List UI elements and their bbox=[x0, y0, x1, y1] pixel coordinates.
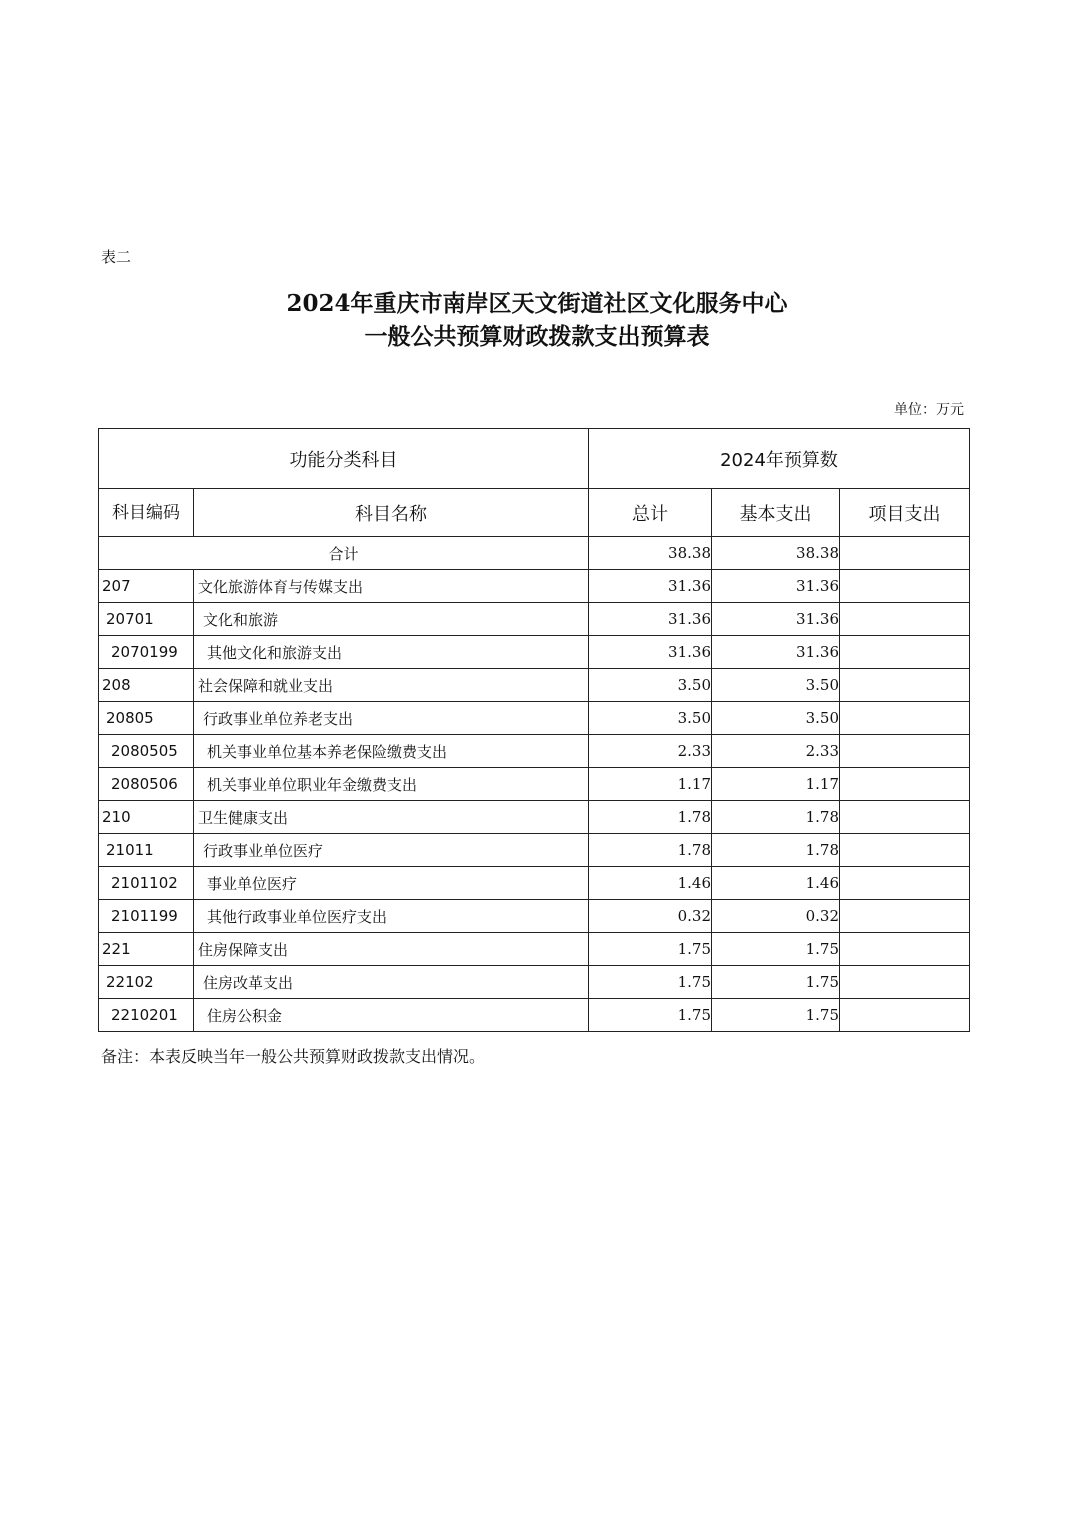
row-project bbox=[840, 834, 970, 867]
row-name: 社会保障和就业支出 bbox=[194, 669, 589, 702]
row-name: 文化旅游体育与传媒支出 bbox=[194, 570, 589, 603]
row-total: 31.36 bbox=[589, 603, 712, 636]
row-project bbox=[840, 768, 970, 801]
row-code: 2080506 bbox=[99, 768, 194, 801]
budget-table bbox=[98, 428, 970, 1032]
total-basic: 38.38 bbox=[712, 537, 840, 570]
footnote: 备注：本表反映当年一般公共预算财政拨款支出情况。 bbox=[101, 1047, 486, 1066]
page-title-line1: 2024年重庆市南岸区天文街道社区文化服务中心 bbox=[286, 290, 788, 317]
table-row bbox=[99, 867, 970, 900]
row-name: 文化和旅游 bbox=[194, 603, 589, 636]
row-code: 2101199 bbox=[99, 900, 194, 933]
row-project bbox=[840, 933, 970, 966]
row-total: 2.33 bbox=[589, 735, 712, 768]
row-total: 0.32 bbox=[589, 900, 712, 933]
row-project bbox=[840, 966, 970, 999]
row-basic: 1.46 bbox=[712, 867, 840, 900]
total-label: 合计 bbox=[99, 537, 589, 570]
table-row bbox=[99, 999, 970, 1032]
row-project bbox=[840, 669, 970, 702]
row-code: 210 bbox=[99, 801, 194, 834]
row-total: 31.36 bbox=[589, 636, 712, 669]
row-basic: 3.50 bbox=[712, 702, 840, 735]
row-basic: 1.75 bbox=[712, 999, 840, 1032]
row-project bbox=[840, 702, 970, 735]
row-code: 207 bbox=[99, 570, 194, 603]
row-project bbox=[840, 867, 970, 900]
table-row bbox=[99, 933, 970, 966]
row-code: 221 bbox=[99, 933, 194, 966]
row-project bbox=[840, 801, 970, 834]
row-basic: 1.78 bbox=[712, 834, 840, 867]
row-total: 3.50 bbox=[589, 669, 712, 702]
row-name: 机关事业单位基本养老保险缴费支出 bbox=[194, 735, 589, 768]
table-row bbox=[99, 801, 970, 834]
row-code: 21011 bbox=[99, 834, 194, 867]
table-row bbox=[99, 735, 970, 768]
row-name: 行政事业单位养老支出 bbox=[194, 702, 589, 735]
row-basic: 2.33 bbox=[712, 735, 840, 768]
table-row bbox=[99, 570, 970, 603]
row-name: 机关事业单位职业年金缴费支出 bbox=[194, 768, 589, 801]
row-basic: 0.32 bbox=[712, 900, 840, 933]
table-row bbox=[99, 900, 970, 933]
table-row bbox=[99, 966, 970, 999]
row-name: 其他文化和旅游支出 bbox=[194, 636, 589, 669]
row-code: 208 bbox=[99, 669, 194, 702]
header-project: 项目支出 bbox=[840, 489, 970, 537]
table-row bbox=[99, 768, 970, 801]
unit-label: 单位：万元 bbox=[894, 402, 964, 418]
row-total: 1.75 bbox=[589, 933, 712, 966]
row-total: 1.75 bbox=[589, 966, 712, 999]
row-total: 3.50 bbox=[589, 702, 712, 735]
row-name: 住房公积金 bbox=[194, 999, 589, 1032]
table-row bbox=[99, 702, 970, 735]
row-basic: 31.36 bbox=[712, 570, 840, 603]
row-basic: 3.50 bbox=[712, 669, 840, 702]
row-project bbox=[840, 735, 970, 768]
row-name: 事业单位医疗 bbox=[194, 867, 589, 900]
row-code: 20805 bbox=[99, 702, 194, 735]
row-basic: 1.17 bbox=[712, 768, 840, 801]
row-code: 2070199 bbox=[99, 636, 194, 669]
row-project bbox=[840, 999, 970, 1032]
row-total: 1.17 bbox=[589, 768, 712, 801]
table-row bbox=[99, 603, 970, 636]
row-basic: 31.36 bbox=[712, 603, 840, 636]
row-code: 22102 bbox=[99, 966, 194, 999]
page-title-line2: 一般公共预算财政拨款支出预算表 bbox=[364, 323, 710, 350]
row-project bbox=[840, 636, 970, 669]
row-code: 2080505 bbox=[99, 735, 194, 768]
row-code: 20701 bbox=[99, 603, 194, 636]
total-row bbox=[99, 537, 970, 570]
row-total: 1.75 bbox=[589, 999, 712, 1032]
row-total: 1.78 bbox=[589, 801, 712, 834]
row-name: 卫生健康支出 bbox=[194, 801, 589, 834]
row-basic: 1.75 bbox=[712, 966, 840, 999]
row-total: 1.46 bbox=[589, 867, 712, 900]
header-basic: 基本支出 bbox=[712, 489, 840, 537]
row-project bbox=[840, 900, 970, 933]
total-project bbox=[840, 537, 970, 570]
row-total: 1.78 bbox=[589, 834, 712, 867]
header-budget-2024: 2024年预算数 bbox=[589, 429, 970, 489]
header-name: 科目名称 bbox=[194, 489, 589, 537]
header-function-category: 功能分类科目 bbox=[99, 429, 589, 489]
row-basic: 1.78 bbox=[712, 801, 840, 834]
row-project bbox=[840, 570, 970, 603]
table-label: 表二 bbox=[101, 248, 132, 266]
table-row bbox=[99, 636, 970, 669]
row-name: 住房保障支出 bbox=[194, 933, 589, 966]
row-name: 住房改革支出 bbox=[194, 966, 589, 999]
row-code: 2210201 bbox=[99, 999, 194, 1032]
total-total: 38.38 bbox=[589, 537, 712, 570]
row-project bbox=[840, 603, 970, 636]
header-code: 科目编码 bbox=[99, 489, 194, 537]
row-basic: 1.75 bbox=[712, 933, 840, 966]
row-name: 行政事业单位医疗 bbox=[194, 834, 589, 867]
row-code: 2101102 bbox=[99, 867, 194, 900]
table-row bbox=[99, 834, 970, 867]
table-row bbox=[99, 669, 970, 702]
row-name: 其他行政事业单位医疗支出 bbox=[194, 900, 589, 933]
header-total: 总计 bbox=[589, 489, 712, 537]
row-total: 31.36 bbox=[589, 570, 712, 603]
row-basic: 31.36 bbox=[712, 636, 840, 669]
